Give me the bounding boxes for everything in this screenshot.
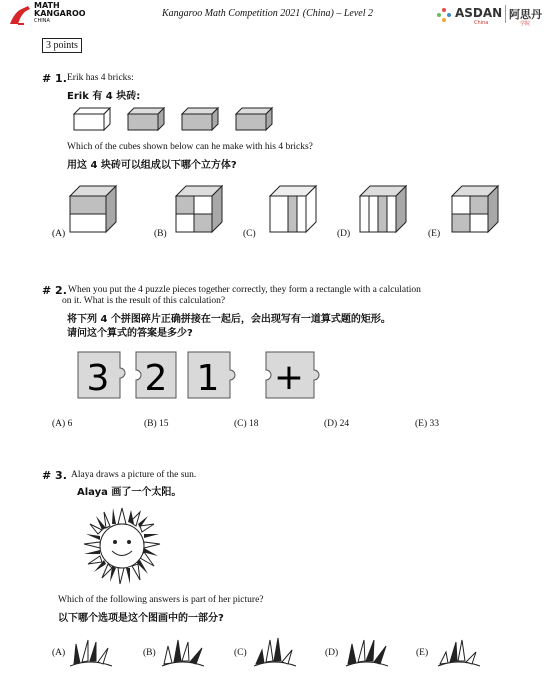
puzzle-piece-1 — [188, 352, 235, 399]
brand-sub-cn: 学院 — [520, 21, 531, 27]
puzzle-piece-1-label: 1 — [196, 358, 220, 399]
logo-line-2: KANGAROO — [34, 9, 86, 18]
q3-option-e[interactable]: (E) — [416, 648, 429, 658]
logo-line-1: MATH — [34, 1, 60, 10]
q1-option-d[interactable]: (D) — [337, 229, 351, 239]
q1-text-en: Erik has 4 bricks: — [67, 73, 134, 83]
q2-text-en-2: on it. What is the result of this calculation? — [62, 296, 226, 306]
brand-name: ASDAN — [455, 6, 503, 20]
puzzle-piece-2-label: 2 — [144, 358, 168, 399]
puzzle-pieces-figure — [76, 348, 326, 404]
q1-number: # 1. — [42, 72, 67, 85]
brick-gray-3 — [236, 108, 272, 130]
cube-b — [176, 186, 222, 232]
q3-option-b[interactable]: (B) — [143, 648, 156, 658]
q1-ask-en: Which of the cubes shown below can he make with his 4 bricks? — [67, 142, 313, 152]
puzzle-piece-3 — [78, 352, 125, 399]
q3-text-cn: Alaya 画了一个太阳。 — [77, 487, 182, 498]
puzzle-piece-2 — [136, 352, 176, 399]
q3-ask-cn: 以下哪个选项是这个图画中的一部分? — [58, 613, 224, 624]
puzzle-piece-plus — [266, 352, 319, 398]
fragment-b — [162, 640, 204, 666]
puzzle-piece-3-label: 3 — [86, 358, 110, 399]
q2-number: # 2. — [42, 284, 67, 297]
q2-option-e[interactable]: (E) 33 — [415, 419, 440, 429]
fragment-c — [254, 638, 296, 666]
kangaroo-logo-icon — [8, 4, 34, 26]
sun-drawing — [82, 506, 162, 586]
brand-name-cn: 阿思丹 — [509, 8, 542, 21]
brick-gray-2 — [182, 108, 218, 130]
cube-c — [270, 186, 316, 232]
page-title: Kangaroo Math Competition 2021 (China) – Level 2 — [162, 8, 374, 19]
cube-e — [452, 186, 498, 232]
asdan-logo-icon — [436, 7, 452, 23]
q2-text-cn-2: 请问这个算式的答案是多少? — [67, 328, 193, 339]
brick-gray-1 — [128, 108, 164, 130]
q1-option-c[interactable]: (C) — [243, 229, 256, 239]
q1-ask-cn: 用这 4 块砖可以组成以下哪个立方体? — [67, 160, 237, 171]
cube-d — [360, 186, 406, 232]
q3-text-en: Alaya draws a picture of the sun. — [71, 470, 197, 480]
cube-a — [70, 186, 116, 232]
puzzle-piece-plus-label: + — [273, 357, 305, 398]
q2-option-d[interactable]: (D) 24 — [324, 419, 350, 429]
q3-option-c[interactable]: (C) — [234, 648, 247, 658]
brand-divider — [505, 5, 506, 23]
q2-text-cn-1: 将下列 4 个拼图碎片正确拼接在一起后，会出现写有一道算式题的矩形。 — [67, 314, 391, 325]
header — [0, 0, 553, 30]
bricks-figure — [68, 104, 288, 136]
brick-white — [74, 108, 110, 130]
sun-fragment-options — [70, 636, 490, 670]
q3-number: # 3. — [42, 469, 67, 482]
fragment-a — [70, 640, 112, 666]
brand-sub: China — [474, 20, 489, 26]
q1-option-b[interactable]: (B) — [154, 229, 167, 239]
q3-ask-en: Which of the following answers is part of her picture? — [58, 595, 264, 605]
q3-option-d[interactable]: (D) — [325, 648, 339, 658]
q2-option-c[interactable]: (C) 18 — [234, 419, 259, 429]
section-label: 3 points — [42, 38, 82, 53]
q3-option-a[interactable]: (A) — [52, 648, 66, 658]
logo-line-3: CHINA — [34, 18, 50, 24]
q2-option-b[interactable]: (B) 15 — [144, 419, 169, 429]
q1-text-cn: Erik 有 4 块砖: — [67, 91, 141, 102]
q1-option-a[interactable]: (A) — [52, 229, 66, 239]
fragment-e — [438, 640, 480, 666]
logo-text — [34, 2, 86, 24]
q1-option-e[interactable]: (E) — [428, 229, 441, 239]
q2-option-a[interactable]: (A) 6 — [52, 419, 73, 429]
fragment-d — [346, 640, 388, 666]
q2-text-en-1: When you put the 4 puzzle pieces together correctly, they form a rectangle with a calculation — [68, 285, 421, 295]
